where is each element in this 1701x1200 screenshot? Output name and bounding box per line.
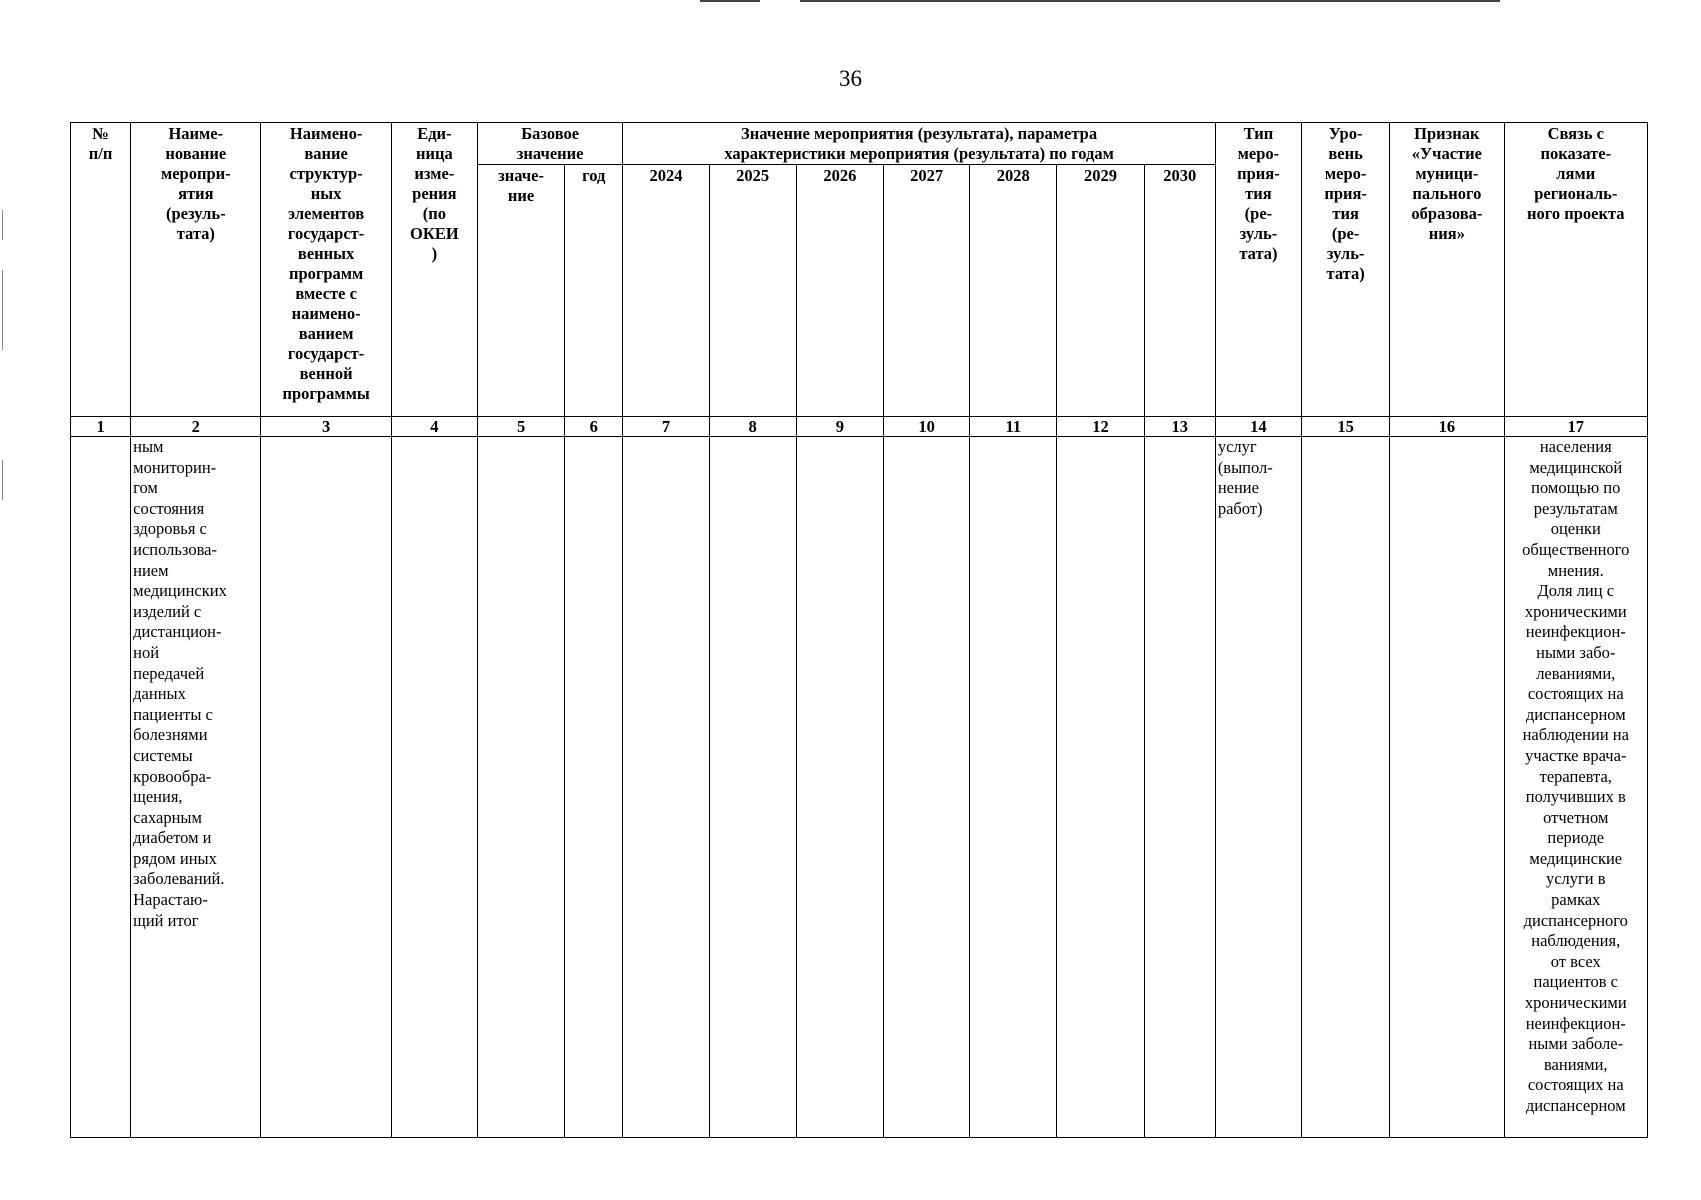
cell-regional-project-link: населения медицинской помощью по результатам оценки общественного мнения. Доля лиц с хроническими неинфекцион- ными забо- леваниями, состоящих на диспансерном наблюдении на участке врача- терапевта, получивших в отчетном периоде медицинские услуги в рамках диспансерного наблюдения, от всех пациентов с хроническими неинфекцион- ными заболе- ваниями, состоящих на диспансерном (1504, 437, 1647, 1138)
column-number: 17 (1504, 417, 1647, 437)
column-number: 10 (883, 417, 969, 437)
header-regional-project-link: Связь с показате- лями региональ- ного проекта (1504, 123, 1647, 417)
table-row (71, 437, 1648, 1138)
header-year-2024: 2024 (623, 165, 709, 417)
column-number: 12 (1057, 417, 1144, 437)
header-measure-type: Тип меро- прия- тия (ре- зуль- тата) (1215, 123, 1301, 417)
column-number: 4 (391, 417, 477, 437)
cell-number (71, 437, 131, 1138)
header-year-2030: 2030 (1144, 165, 1215, 417)
cell-2028 (970, 437, 1057, 1138)
cell-2024 (623, 437, 709, 1138)
cell-measure-name: ным мониторин- гом состояния здоровья с использова- нием медицинских изделий с дистанцион- ной передачей данных пациенты с болезнями системы кровообра- щения, сахарным диабетом и рядом иных заболеваний. Нарастаю- щий итог (131, 437, 261, 1138)
header-structural-elements: Наимено- вание структур- ных элементов государст- венных программ вместе с наимено- ванием государст- венной программы (261, 123, 391, 417)
column-number: 15 (1302, 417, 1390, 437)
cell-2026 (796, 437, 883, 1138)
header-unit: Еди- ница изме- рения (по ОКЕИ ) (391, 123, 477, 417)
header-municipal-participation: Признак «Участие муници- пального образова- ния» (1390, 123, 1504, 417)
scan-line (800, 0, 1500, 2)
scan-line (700, 0, 760, 2)
header-base-year: год (565, 165, 623, 417)
header-number: № п/п (71, 123, 131, 417)
measures-table (70, 122, 1648, 1138)
header-row-top (71, 123, 1648, 165)
cell-base-year (565, 437, 623, 1138)
header-measure-level: Уро- вень меро- прия- тия (ре- зуль- тата) (1302, 123, 1390, 417)
cell-2030 (1144, 437, 1215, 1138)
page-number: 36 (839, 66, 862, 91)
cell-2029 (1057, 437, 1144, 1138)
column-number: 2 (131, 417, 261, 437)
header-yearly-values-group: Значение мероприятия (результата), параметра характеристики мероприятия (результата) по годам (623, 123, 1215, 165)
cell-measure-type: услуг (выпол- нение работ) (1215, 437, 1301, 1138)
column-number: 7 (623, 417, 709, 437)
header-year-2027: 2027 (883, 165, 969, 417)
cell-measure-level (1302, 437, 1390, 1138)
cell-base-value (477, 437, 564, 1138)
header-year-2026: 2026 (796, 165, 883, 417)
scan-margin-mark (2, 210, 3, 240)
header-base-value: значе- ние (477, 165, 564, 417)
column-number: 16 (1390, 417, 1504, 437)
column-number: 8 (709, 417, 796, 437)
header-measure-name: Наиме- нование меропри- ятия (резуль- тата) (131, 123, 261, 417)
cell-unit (391, 437, 477, 1138)
cell-municipal-participation (1390, 437, 1504, 1138)
column-number: 11 (970, 417, 1057, 437)
column-number: 9 (796, 417, 883, 437)
column-number: 1 (71, 417, 131, 437)
column-number: 5 (477, 417, 564, 437)
header-year-2029: 2029 (1057, 165, 1144, 417)
cell-structural-elements (261, 437, 391, 1138)
scan-margin-mark (2, 270, 3, 350)
header-year-2028: 2028 (970, 165, 1057, 417)
column-number: 6 (565, 417, 623, 437)
column-number: 13 (1144, 417, 1215, 437)
column-number: 14 (1215, 417, 1301, 437)
header-year-2025: 2025 (709, 165, 796, 417)
cell-2025 (709, 437, 796, 1138)
scan-margin-mark (2, 460, 3, 500)
header-base-value-group: Базовое значение (477, 123, 622, 165)
column-number-row (71, 417, 1648, 437)
column-number: 3 (261, 417, 391, 437)
cell-2027 (883, 437, 969, 1138)
